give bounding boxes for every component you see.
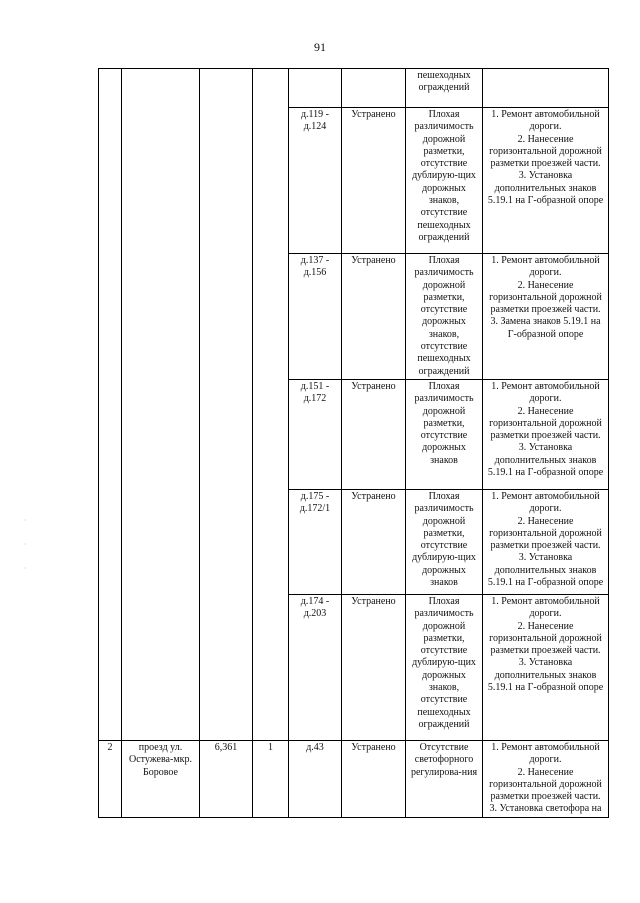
cell-length — [200, 489, 253, 594]
cell-length — [200, 594, 253, 740]
cell-length — [200, 379, 253, 489]
cell-problem: Плохая различимость дорожной разметки, отсутствие дорожных знаков — [406, 379, 483, 489]
cell-num — [99, 108, 122, 254]
cell-segment: д.119 - д.124 — [289, 108, 342, 254]
cell-count — [253, 254, 289, 380]
cell-length — [200, 254, 253, 380]
cell-count — [253, 69, 289, 108]
cell-problem: Плохая различимость дорожной разметки, отсутствие дублирую-щих дорожных знаков — [406, 489, 483, 594]
cell-status: Устранено — [342, 254, 406, 380]
cell-num: 2 — [99, 740, 122, 817]
cell-road — [122, 108, 200, 254]
cell-problem: Плохая различимость дорожной разметки, отсутствие дублирую-щих дорожных знаков, отсутствие пешеходных ограждений — [406, 594, 483, 740]
margin-marks: · · · — [24, 516, 27, 573]
cell-measures: 1. Ремонт автомобильной дороги. 2. Нанесение горизонтальной дорожной разметки проезжей части. 3. Установка дополнительных знаков 5.19.1 на Г-образной опоре — [483, 489, 609, 594]
cell-problem: Плохая различимость дорожной разметки, отсутствие дублирую-щих дорожных знаков, отсутствие пешеходных ограждений — [406, 108, 483, 254]
cell-count — [253, 594, 289, 740]
cell-measures: 1. Ремонт автомобильной дороги. 2. Нанесение горизонтальной дорожной разметки проезжей части. 3. Установка дополнительных знаков 5.19.1 на Г-образной опоре — [483, 594, 609, 740]
cell-problem: пешеходных ограждений — [406, 69, 483, 108]
table-row — [99, 379, 609, 489]
cell-road — [122, 594, 200, 740]
cell-road — [122, 379, 200, 489]
cell-status: Устранено — [342, 379, 406, 489]
cell-count — [253, 108, 289, 254]
cell-road — [122, 489, 200, 594]
cell-status — [342, 69, 406, 108]
cell-segment: д.151 - д.172 — [289, 379, 342, 489]
cell-length — [200, 69, 253, 108]
cell-measures: 1. Ремонт автомобильной дороги. 2. Нанесение горизонтальной дорожной разметки проезжей части. 3. Замена знаков 5.19.1 на Г-образной опоре — [483, 254, 609, 380]
cell-measures: 1. Ремонт автомобильной дороги. 2. Нанесение горизонтальной дорожной разметки проезжей части. 3. Установка дополнительных знаков 5.19.1 на Г-образной опоре — [483, 379, 609, 489]
cell-road: проезд ул. Остужева-мкр. Боровое — [122, 740, 200, 817]
cell-count: 1 — [253, 740, 289, 817]
cell-segment: д.174 - д.203 — [289, 594, 342, 740]
cell-num — [99, 254, 122, 380]
cell-status: Устранено — [342, 594, 406, 740]
cell-segment — [289, 69, 342, 108]
table-row-continuation — [99, 69, 609, 108]
table-row — [99, 108, 609, 254]
cell-num — [99, 379, 122, 489]
cell-status: Устранено — [342, 489, 406, 594]
table-row — [99, 594, 609, 740]
cell-count — [253, 379, 289, 489]
cell-problem: Отсутствие светофорного регулирова-ния — [406, 740, 483, 817]
cell-problem: Плохая различимость дорожной разметки, отсутствие дорожных знаков, отсутствие пешеходных ограждений — [406, 254, 483, 380]
table-row — [99, 740, 609, 817]
cell-count — [253, 489, 289, 594]
table-row — [99, 254, 609, 380]
cell-status: Устранено — [342, 108, 406, 254]
cell-num — [99, 489, 122, 594]
cell-length: 6,361 — [200, 740, 253, 817]
cell-measures: 1. Ремонт автомобильной дороги. 2. Нанесение горизонтальной дорожной разметки проезжей части. 3. Установка дополнительных знаков 5.19.1 на Г-образной опоре — [483, 108, 609, 254]
cell-status: Устранено — [342, 740, 406, 817]
cell-num — [99, 594, 122, 740]
cell-measures: 1. Ремонт автомобильной дороги. 2. Нанесение горизонтальной дорожной разметки проезжей части. 3. Установка светофора на — [483, 740, 609, 817]
table-row — [99, 489, 609, 594]
cell-num — [99, 69, 122, 108]
cell-road — [122, 69, 200, 108]
cell-segment: д.43 — [289, 740, 342, 817]
cell-measures — [483, 69, 609, 108]
page-number: 91 — [314, 40, 326, 54]
cell-segment: д.137 - д.156 — [289, 254, 342, 380]
road-defects-table — [98, 68, 609, 818]
cell-length — [200, 108, 253, 254]
cell-road — [122, 254, 200, 380]
cell-segment: д.175 - д.172/1 — [289, 489, 342, 594]
